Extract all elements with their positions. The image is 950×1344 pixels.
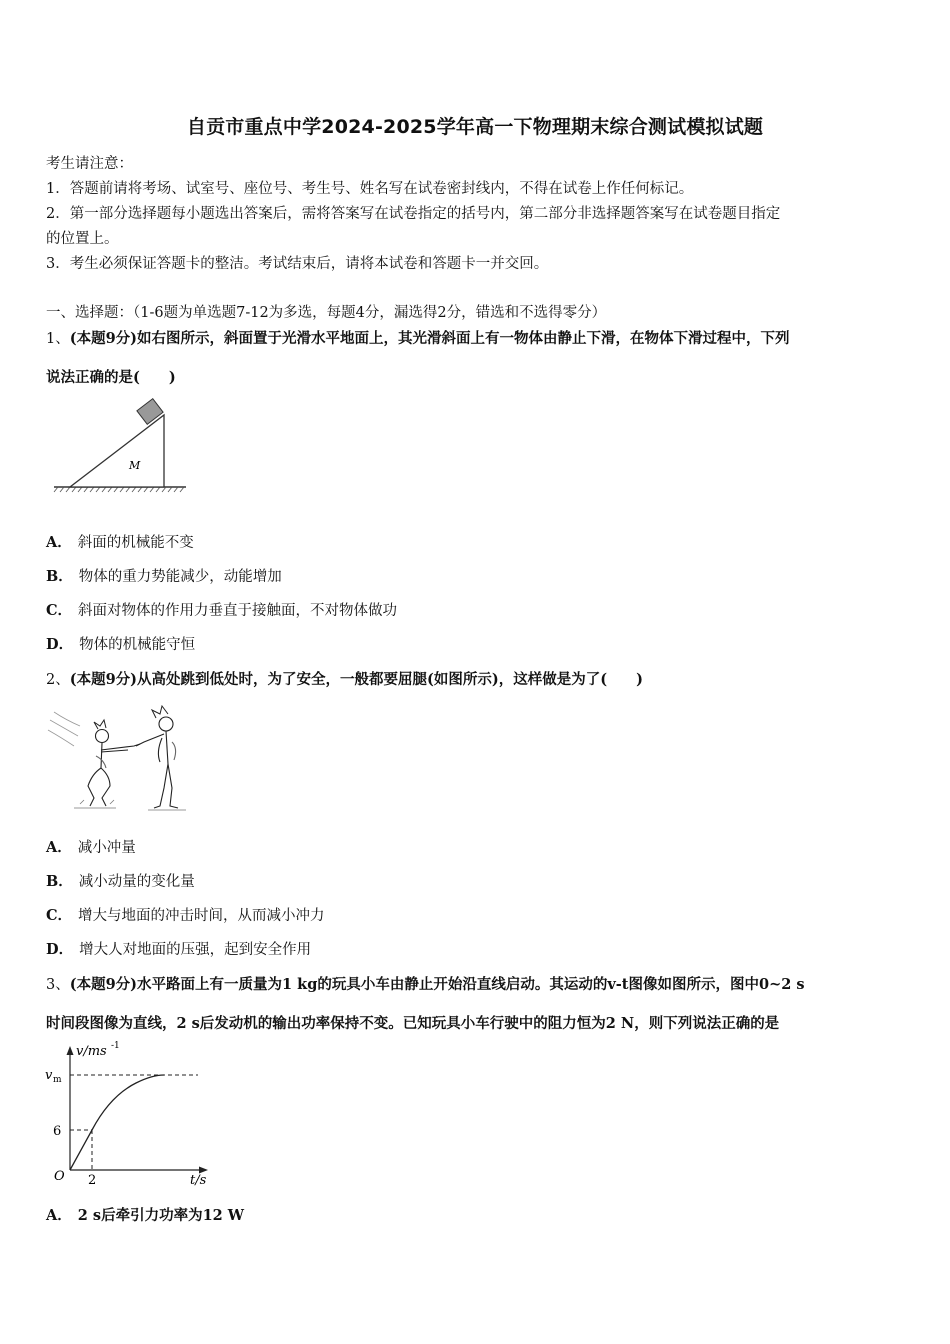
motion-lines xyxy=(48,712,80,746)
question-text: (本题9分)水平路面上有一质量为1 kg的玩具小车由静止开始沿直线启动。其运动的v-t图像如图所示，图中0~2 s xyxy=(69,976,805,993)
option-letter: A． xyxy=(46,1207,72,1224)
question-3-line-1 xyxy=(46,973,805,994)
incline-figure xyxy=(52,393,192,495)
incline-wedge xyxy=(70,415,164,487)
option-d xyxy=(46,633,195,654)
vt-graph xyxy=(40,1038,220,1188)
standing-figure xyxy=(136,706,178,808)
question-1-line-1 xyxy=(46,327,790,348)
option-a xyxy=(46,1204,244,1225)
y-axis-exponent: -1 xyxy=(111,1041,120,1051)
option-letter: B． xyxy=(46,873,73,890)
question-number: 1、 xyxy=(46,331,70,347)
option-text: 减小动量的变化量 xyxy=(78,874,195,890)
vm-label: v xyxy=(45,1068,53,1083)
option-text: 2 s后牵引力功率为12 W xyxy=(77,1207,245,1224)
option-letter: A． xyxy=(46,534,72,551)
jumping-figure-illustration xyxy=(44,702,194,814)
option-letter: D． xyxy=(46,941,74,958)
option-b xyxy=(46,565,282,586)
option-letter: A． xyxy=(46,839,72,856)
option-text: 斜面的机械能不变 xyxy=(77,535,194,551)
notice-heading: 考生请注意： xyxy=(46,156,133,172)
vm-subscript: m xyxy=(53,1075,62,1085)
crouching-figure xyxy=(88,720,140,806)
option-text: 增大人对地面的压强，起到安全作用 xyxy=(79,942,312,958)
question-text: (本题9分)如右图所示，斜面置于光滑水平地面上，其光滑斜面上有一物体由静止下滑，在物体下滑过程中，下列 xyxy=(69,330,790,347)
question-text: (本题9分)从高处跳到低处时，为了安全，一般都要屈腿(如图所示)，这样做是为了( ) xyxy=(69,671,643,688)
question-number: 3、 xyxy=(46,977,70,993)
ground-hatching xyxy=(54,487,184,492)
option-c xyxy=(46,904,325,925)
y-tick-label: 6 xyxy=(53,1124,62,1139)
notice-item: 1．答题前请将考场、试室号、座位号、考生号、姓名写在试卷密封线内，不得在试卷上作任何标记。 xyxy=(46,181,694,197)
option-text: 增大与地面的冲击时间，从而减小冲力 xyxy=(78,908,325,924)
notice-item: 2．第一部分选择题每小题选出答案后，需将答案写在试卷指定的括号内，第二部分非选择题答案写在试卷题目指定 xyxy=(46,206,781,222)
option-d xyxy=(46,938,311,959)
notice-item: 的位置上。 xyxy=(46,231,119,247)
question-3-line-2: 时间段图像为直线，2 s后发动机的输出功率保持不变。已知玩具小车行驶中的阻力恒为2 N，则下列说法正确的是 xyxy=(46,1015,780,1032)
option-letter: D． xyxy=(46,636,74,653)
velocity-curve xyxy=(70,1075,164,1170)
option-text: 斜面对物体的作用力垂直于接触面，不对物体做功 xyxy=(78,603,398,619)
option-a xyxy=(46,531,194,552)
question-1-line-2: 说法正确的是( ) xyxy=(46,369,176,386)
y-axis-label: v/ms xyxy=(76,1044,107,1059)
option-letter: B． xyxy=(46,568,73,585)
page-title: 自贡市重点中学2024-2025学年高一下物理期末综合测试模拟试题 xyxy=(186,116,764,138)
question-2-line-1 xyxy=(46,668,643,689)
option-letter: C． xyxy=(46,907,73,924)
wedge-label: M xyxy=(129,459,141,472)
option-letter: C． xyxy=(46,602,73,619)
option-text: 物体的机械能守恒 xyxy=(79,637,196,653)
option-a xyxy=(46,836,136,857)
option-text: 减小冲量 xyxy=(77,840,136,856)
question-number: 2、 xyxy=(46,672,70,688)
x-axis-label: t/s xyxy=(190,1173,207,1188)
option-b xyxy=(46,870,195,891)
origin-label: O xyxy=(54,1169,65,1184)
option-text: 物体的重力势能减少，动能增加 xyxy=(78,569,282,585)
y-axis-arrow xyxy=(67,1046,74,1055)
section-heading: 一、选择题：（1-6题为单选题7-12为多选，每题4分，漏选得2分，错选和不选得零分） xyxy=(46,305,607,321)
x-tick-label: 2 xyxy=(88,1173,97,1188)
notice-item: 3．考生必须保证答题卡的整洁。考试结束后，请将本试卷和答题卡一并交回。 xyxy=(46,256,549,272)
option-c xyxy=(46,599,397,620)
